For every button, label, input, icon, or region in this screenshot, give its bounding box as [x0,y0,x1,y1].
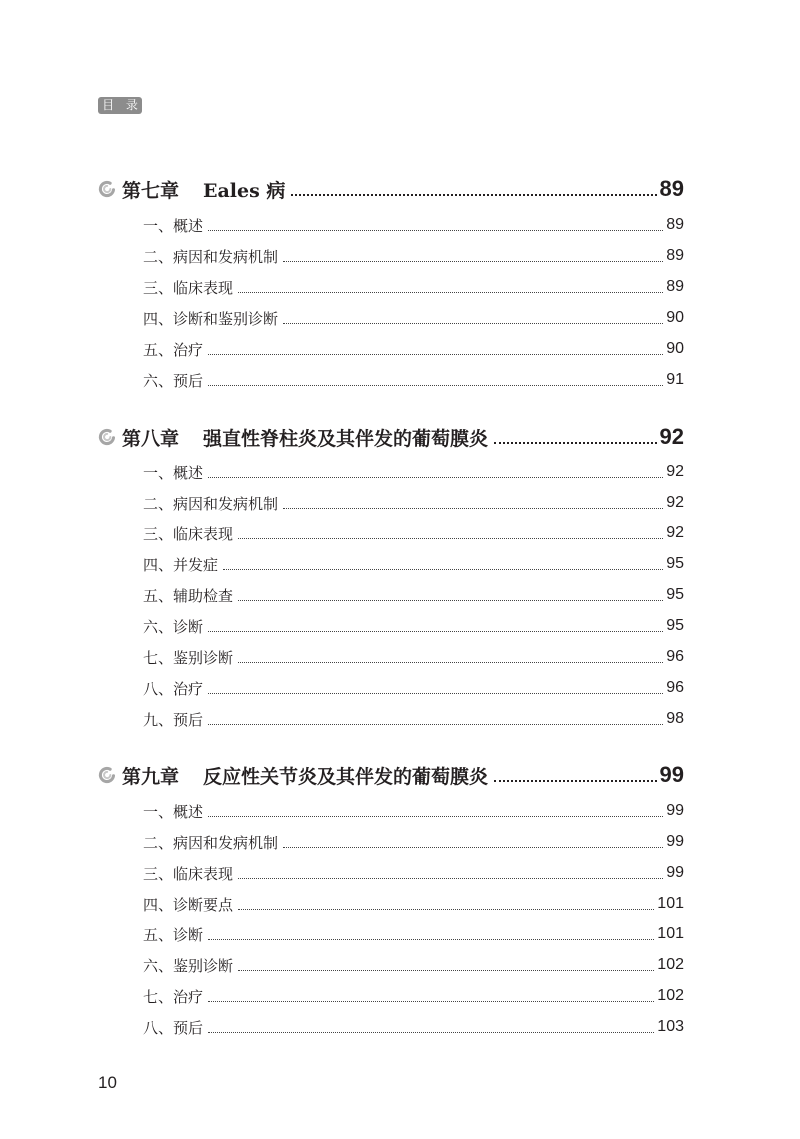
dot-leader [283,323,663,324]
toc-entry-label: 六、鉴别诊断 [143,956,234,975]
toc-entry-label: 二、病因和发病机制 [143,247,279,266]
dot-leader [238,292,663,293]
toc-entry[interactable] [143,613,684,639]
toc-entry[interactable] [143,983,684,1009]
chapter-page: 99 [659,762,684,787]
spiral-icon [98,766,116,784]
toc-entry-page: 102 [657,956,684,973]
toc-entry[interactable] [143,490,684,516]
dot-leader [283,508,663,509]
toc-entry-page: 101 [657,895,684,912]
page-number: 10 [98,1073,117,1092]
toc-entry-page: 90 [666,340,684,357]
dot-leader [208,1032,654,1033]
toc-entry-page: 98 [666,710,684,727]
toc-entry[interactable] [143,459,684,485]
toc-entry-page: 89 [666,247,684,264]
toc-entry-label: 四、并发症 [143,555,219,574]
toc-entry-label: 四、诊断要点 [143,895,234,914]
toc-entry[interactable] [143,336,684,362]
chapter-title: Eales 病 [203,179,286,202]
dot-leader [208,631,663,632]
toc-entry-page: 90 [666,309,684,326]
toc-entry[interactable] [143,829,684,855]
toc-entry-page: 102 [657,987,684,1004]
dot-leader [238,970,654,971]
toc-entry-page: 99 [666,833,684,850]
toc-entry[interactable] [143,274,684,300]
toc-entry-page: 96 [666,648,684,665]
toc-entry[interactable] [143,520,684,546]
dot-leader [208,477,663,478]
toc-entry-page: 91 [666,371,684,388]
chapter-number: 第八章 [122,427,180,450]
toc-entry[interactable] [143,1014,684,1040]
dot-leader [208,816,663,817]
chapter-heading[interactable] [98,758,684,792]
dot-leader [494,780,656,782]
toc-entry-label: 五、诊断 [143,925,204,944]
dot-leader [238,909,654,910]
spiral-icon [98,428,116,446]
dot-leader [291,194,656,196]
dot-leader [223,569,663,570]
toc-entry[interactable] [143,891,684,917]
toc-entry[interactable] [143,582,684,608]
toc-entry-page: 103 [657,1018,684,1035]
toc-entry-label: 五、辅助检查 [143,586,234,605]
spiral-icon [98,180,116,198]
toc-entry-label: 二、病因和发病机制 [143,833,279,852]
toc-entry[interactable] [143,243,684,269]
chapter-title: 反应性关节炎及其伴发的葡萄膜炎 [203,765,489,788]
toc-entry-page: 92 [666,463,684,480]
dot-leader [494,442,656,444]
toc-entry[interactable] [143,305,684,331]
dot-leader [208,385,663,386]
toc-entry[interactable] [143,860,684,886]
toc-entry-label: 七、鉴别诊断 [143,648,234,667]
chapter-title: 强直性脊柱炎及其伴发的葡萄膜炎 [203,427,489,450]
toc-entry-label: 一、概述 [143,802,204,821]
toc-entry-label: 六、预后 [143,371,204,390]
toc-entry[interactable] [143,798,684,824]
toc-entry-label: 三、临床表现 [143,864,234,883]
chapter-number: 第七章 [122,179,180,202]
dot-leader [283,847,663,848]
toc-entry-label: 一、概述 [143,216,204,235]
toc-entry-page: 89 [666,278,684,295]
toc-entry[interactable] [143,367,684,393]
toc-entry-label: 八、预后 [143,1018,204,1037]
toc-entry-page: 99 [666,864,684,881]
toc-entry-label: 四、诊断和鉴别诊断 [143,309,279,328]
toc-entry-label: 八、治疗 [143,679,204,698]
dot-leader [208,354,663,355]
chapter-page: 89 [659,176,684,201]
dot-leader [208,230,663,231]
toc-entry-page: 92 [666,494,684,511]
toc-entry-label: 三、临床表现 [143,278,234,297]
dot-leader [208,693,663,694]
dot-leader [238,662,663,663]
dot-leader [238,878,663,879]
toc-entry[interactable] [143,706,684,732]
toc-entry-page: 95 [666,617,684,634]
toc-entry-page: 95 [666,586,684,603]
dot-leader [208,939,654,940]
toc-entry-label: 七、治疗 [143,987,204,1006]
toc-entry-label: 六、诊断 [143,617,204,636]
toc-entry[interactable] [143,675,684,701]
dot-leader [208,1001,654,1002]
toc-entry-label: 五、治疗 [143,340,204,359]
toc-entry-label: 一、概述 [143,463,204,482]
chapter-number: 第九章 [122,765,180,788]
toc-entry[interactable] [143,212,684,238]
toc-entry[interactable] [143,952,684,978]
toc-entry[interactable] [143,551,684,577]
chapter-heading[interactable] [98,172,684,206]
toc-entry-page: 101 [657,925,684,942]
toc-entry-label: 九、预后 [143,710,204,729]
dot-leader [238,600,663,601]
chapter-page: 92 [659,424,684,449]
chapter-heading[interactable] [98,420,684,454]
toc-entry-page: 89 [666,216,684,233]
toc-entry-label: 二、病因和发病机制 [143,494,279,513]
toc-entry[interactable] [143,921,684,947]
toc-entry[interactable] [143,644,684,670]
toc-entry-page: 99 [666,802,684,819]
toc-header-tag: 目 录 [98,97,142,114]
toc-entry-page: 92 [666,524,684,541]
dot-leader [283,261,663,262]
toc-entry-page: 95 [666,555,684,572]
toc-entry-page: 96 [666,679,684,696]
toc-entry-label: 三、临床表现 [143,524,234,543]
dot-leader [208,724,663,725]
dot-leader [238,538,663,539]
